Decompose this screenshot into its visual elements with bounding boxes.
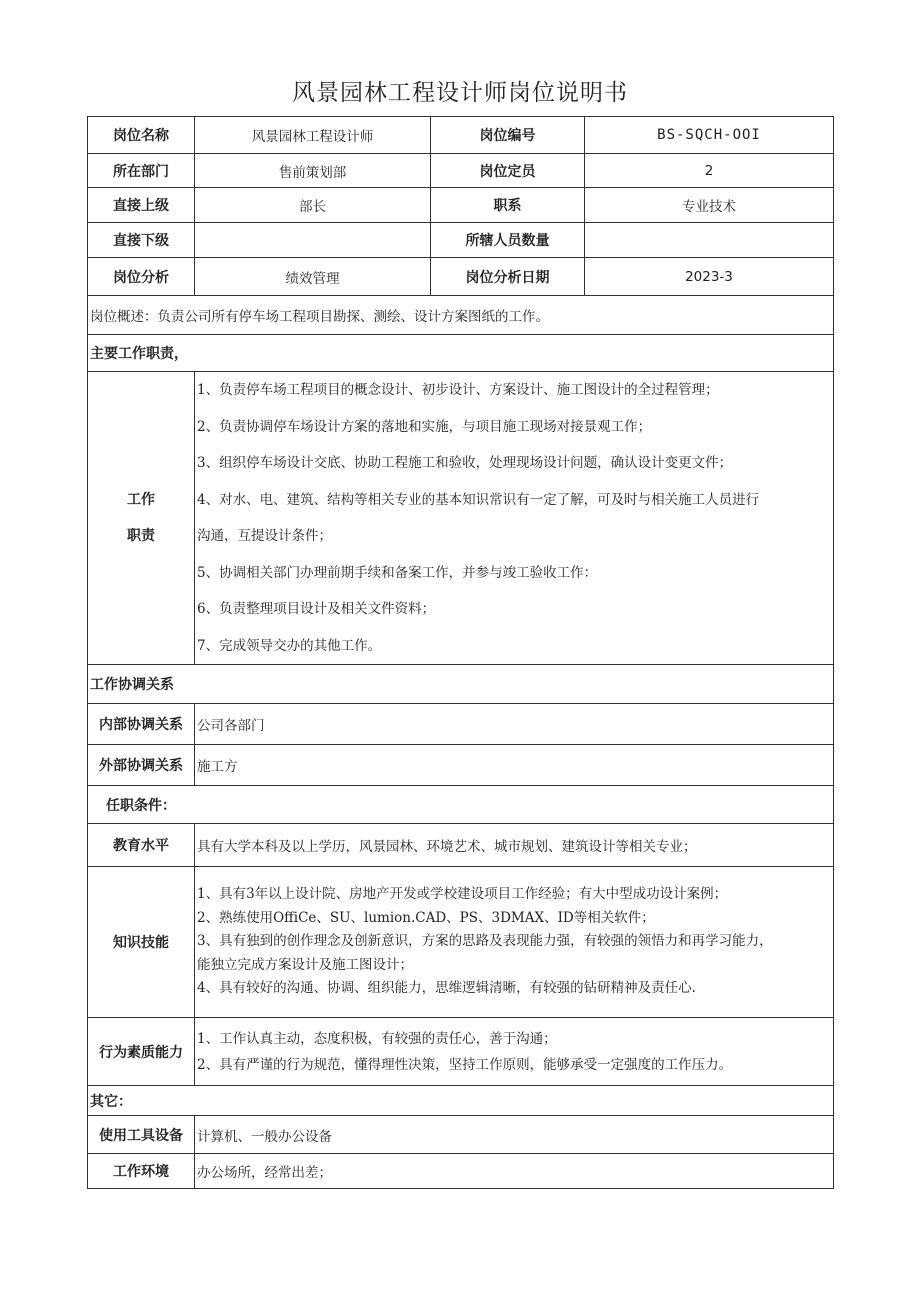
analysis-value: 绩效管理 <box>195 258 431 296</box>
skill-item: 3、具有独到的创作理念及创新意识，方案的思路及表现能力强，有较强的领悟力和再学习能力， <box>197 933 773 950</box>
duty-item: 沟通，互提设计条件； <box>197 528 332 544</box>
post-no-label: 岗位编号 <box>431 117 585 154</box>
duties-list <box>195 372 834 665</box>
row-analysis <box>88 258 834 296</box>
row-external <box>88 745 834 786</box>
skills-list <box>195 867 834 1018</box>
row-environment <box>88 1154 834 1189</box>
tools-value: 计算机、一般办公设备 <box>195 1116 834 1154</box>
duties-label-line2: 职责 <box>127 528 155 544</box>
row-duties <box>88 372 834 665</box>
qualifications-section-title: 任职条件： <box>88 786 834 824</box>
duty-item: 3、组织停车场设计交底、协助工程施工和验收，处理现场设计问题，确认设计变更文件； <box>197 455 733 471</box>
behavior-label: 行为素质能力 <box>88 1018 195 1086</box>
row-education <box>88 824 834 867</box>
env-label: 工作环境 <box>88 1154 195 1189</box>
staff-count-value <box>585 223 834 258</box>
row-others-title <box>88 1086 834 1116</box>
behavior-item: 2、具有严谨的行为规范，懂得理性决策，坚持工作原则，能够承受一定强度的工作压力。 <box>197 1056 733 1073</box>
duties-section-title: 主要工作职责， <box>88 335 834 372</box>
row-duties-title <box>88 335 834 372</box>
quota-label: 岗位定员 <box>431 154 585 188</box>
subordinate-label: 直接下级 <box>88 223 195 258</box>
post-no-value: BS-SQCH-OOI <box>585 117 834 154</box>
env-value: 办公场所，经常出差； <box>195 1154 834 1189</box>
internal-label: 内部协调关系 <box>88 704 195 745</box>
skill-item: 4、具有较好的沟通、协调、组织能力，思维逻辑清晰，有较强的钻研精神及责任心. <box>197 980 696 997</box>
internal-value: 公司各部门 <box>195 704 834 745</box>
job-description-table <box>87 116 834 1189</box>
coordination-section-title: 工作协调关系 <box>88 665 834 704</box>
row-coordination-title <box>88 665 834 704</box>
row-skills <box>88 867 834 1018</box>
duty-item: 1、负责停车场工程项目的概念设计、初步设计、方案设计、施工图设计的全过程管理； <box>197 382 719 398</box>
others-section-title: 其它： <box>88 1086 834 1116</box>
subordinate-value <box>195 223 431 258</box>
superior-label: 直接上级 <box>88 188 195 223</box>
skill-item: 2、熟练使用OffiCe、SU、lumion.CAD、PS、3DMAX、ID等相关软件； <box>197 909 655 926</box>
row-overview <box>88 296 834 335</box>
overview-text: 岗位概述：负责公司所有停车场工程项目勘探、测绘、设计方案图纸的工作。 <box>88 296 834 335</box>
duties-label-line1: 工作 <box>127 492 155 508</box>
duties-label <box>88 372 195 665</box>
post-name-label: 岗位名称 <box>88 117 195 154</box>
superior-value: 部长 <box>195 188 431 223</box>
dept-value: 售前策划部 <box>195 154 431 188</box>
external-value: 施工方 <box>195 745 834 786</box>
series-label: 职系 <box>431 188 585 223</box>
row-internal <box>88 704 834 745</box>
analysis-date-label: 岗位分析日期 <box>431 258 585 296</box>
skills-label: 知识技能 <box>88 867 195 1018</box>
quota-value: 2 <box>585 154 834 188</box>
skill-item: 1、具有3年以上设计院、房地产开发或学校建设项目工作经验；有大中型成功设计案例； <box>197 886 728 903</box>
series-value: 专业技术 <box>585 188 834 223</box>
tools-label: 使用工具设备 <box>88 1116 195 1154</box>
row-subordinate <box>88 223 834 258</box>
duty-item: 6、负责整理项目设计及相关文件资料； <box>197 601 436 617</box>
row-behavior <box>88 1018 834 1086</box>
row-post-name <box>88 117 834 154</box>
duty-item: 7、完成领导交办的其他工作。 <box>197 637 382 654</box>
behavior-list <box>195 1018 834 1086</box>
analysis-date-value: 2023-3 <box>585 258 834 296</box>
education-value: 具有大学本科及以上学历，风景园林、环境艺术、城市规划、建筑设计等相关专业； <box>195 824 834 867</box>
staff-count-label: 所辖人员数量 <box>431 223 585 258</box>
analysis-label: 岗位分析 <box>88 258 195 296</box>
duty-item: 4、对水、电、建筑、结构等相关专业的基本知识常识有一定了解，可及时与相关施工人员进行 <box>197 491 760 508</box>
duty-item: 5、协调相关部门办理前期手续和备案工作，并参与竣工验收工作： <box>197 564 598 581</box>
external-label: 外部协调关系 <box>88 745 195 786</box>
education-label: 教育水平 <box>88 824 195 867</box>
behavior-item: 1、工作认真主动，态度积极，有较强的责任心，善于沟通； <box>197 1030 557 1047</box>
skill-item: 能独立完成方案设计及施工图设计； <box>197 956 413 973</box>
row-superior <box>88 188 834 223</box>
post-name-value: 风景园林工程设计师 <box>195 117 431 154</box>
row-dept <box>88 154 834 188</box>
dept-label: 所在部门 <box>88 154 195 188</box>
row-tools <box>88 1116 834 1154</box>
document-title: 风景园林工程设计师岗位说明书 <box>292 80 628 106</box>
row-qualifications-title <box>88 786 834 824</box>
duty-item: 2、负责协调停车场设计方案的落地和实施，与项目施工现场对接景观工作； <box>197 418 652 435</box>
